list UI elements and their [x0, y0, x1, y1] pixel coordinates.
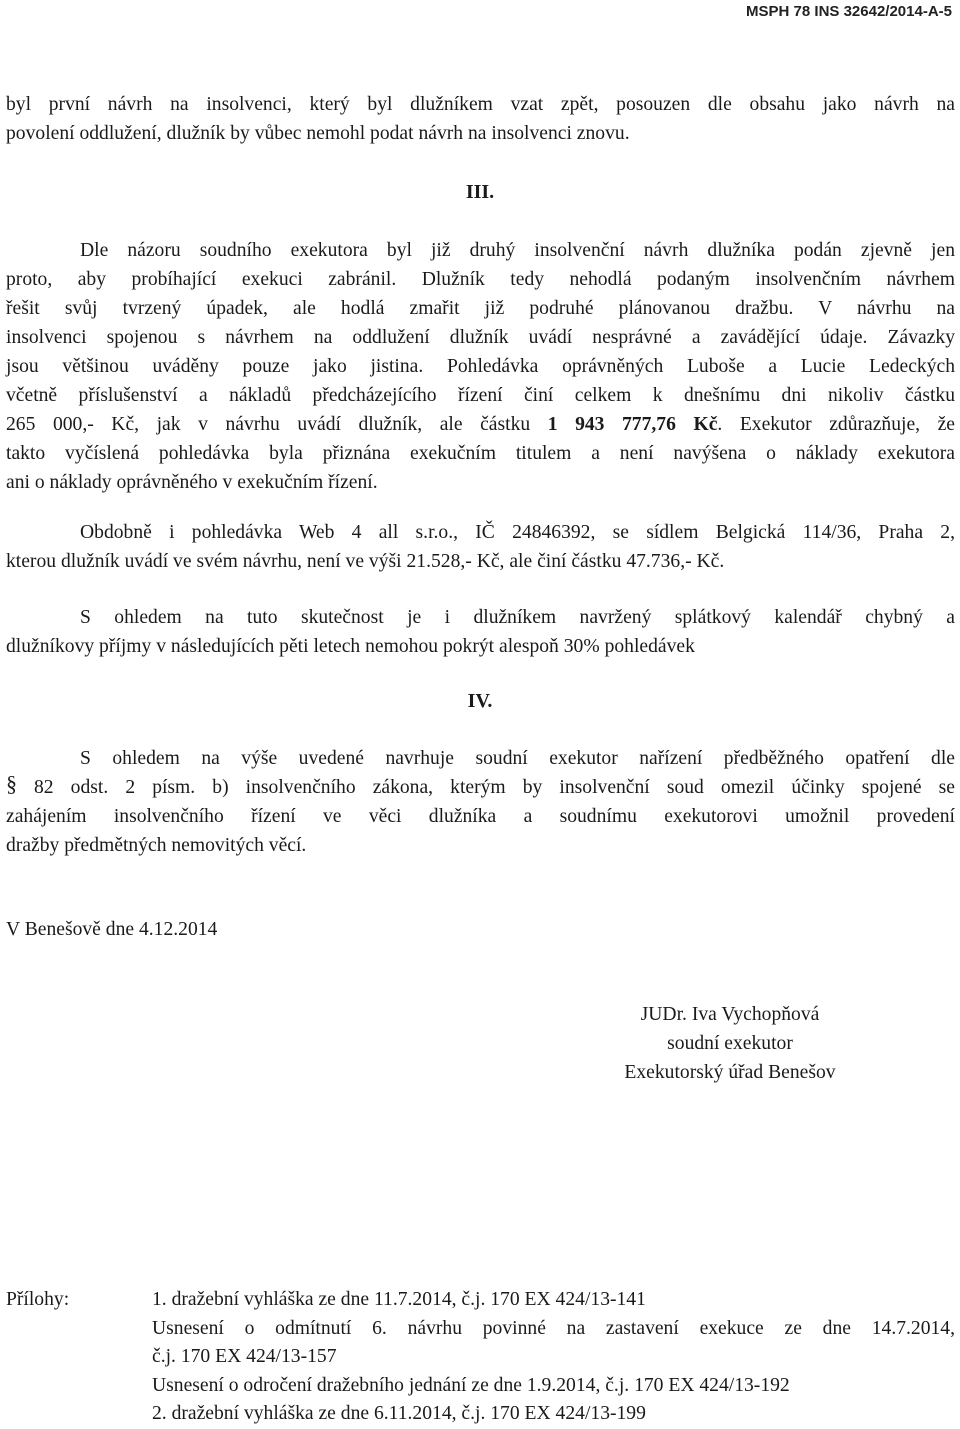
text-line: zahájením insolvenčního řízení ve věci dlužníka a soudnímu exekutorovi umožnil provedení: [6, 806, 955, 827]
signatory-name: JUDr. Iva Vychopňová: [640, 1004, 820, 1025]
text-line: ani o náklady oprávněného v exekučním řízení.: [6, 472, 378, 493]
text-line: dražby předmětných nemovitých věcí.: [6, 835, 307, 856]
attachment-item: 2. dražební vyhláška ze dne 6.11.2014, č.j. 170 EX 424/13-199: [152, 1403, 646, 1424]
text-line: Obdobně i pohledávka Web 4 all s.r.o., IČ 24846392, se sídlem Belgická 114/36, Praha 2,: [80, 522, 955, 543]
attachment-item: 1. dražební vyhláška ze dne 11.7.2014, č.j. 170 EX 424/13-141: [152, 1289, 646, 1310]
text-line: kterou dlužník uvádí ve svém návrhu, není ve výši 21.528,- Kč, ale činí částku 47.736,- Kč.: [6, 551, 725, 572]
document-reference: MSPH 78 INS 32642/2014-A-5: [746, 3, 952, 20]
claimed-amount: 1 943 777,76 Kč: [547, 414, 718, 435]
text-line: řešit svůj tvrzený úpadek, ale hodlá zmařit již podruhé plánovanou dražbu. V návrhu na: [6, 298, 955, 319]
attachment-item: č.j. 170 EX 424/13-157: [152, 1346, 337, 1367]
text-line-with-amount: [6, 410, 955, 439]
text-line: insolvenci spojenou s návrhem na oddlužení dlužník uvádí nesprávné a zavádějící údaje. Závazky: [6, 327, 955, 348]
text-line: Dle názoru soudního exekutora byl již druhý insolvenční návrh dlužníka podán zjevně jen: [80, 240, 955, 261]
text-line: povolení oddlužení, dlužník by vůbec nemohl podat návrh na insolvenci znovu.: [6, 123, 630, 144]
text-line: byl první návrh na insolvenci, který byl dlužníkem vzat zpět, posouzen dle obsahu jako návrh na: [6, 94, 955, 115]
text-line: S ohledem na tuto skutečnost je i dlužníkem navržený splátkový kalendář chybný a: [80, 607, 955, 628]
text-fragment: 265 000,- Kč, jak v návrhu uvádí dlužník, ale částku: [6, 414, 548, 435]
text-line: 82 odst. 2 písm. b) insolvenčního zákona, kterým by insolvenční soud omezil účinky spojené se: [34, 777, 955, 798]
text-line: S ohledem na výše uvedené navrhuje soudní exekutor nařízení předběžného opatření dle: [80, 748, 955, 769]
text-line: proto, aby probíhající exekuci zabránil. Dlužník tedy nehodlá podaným insolvenčním návrhem: [6, 269, 955, 290]
place-and-date: V Benešově dne 4.12.2014: [6, 919, 218, 940]
paragraph-iii-2: [6, 518, 955, 576]
paragraph-iii-3: [6, 603, 955, 661]
signatory-role: soudní exekutor: [667, 1033, 793, 1054]
section-symbol: §: [6, 771, 17, 796]
signatory-office: Exekutorský úřad Benešov: [624, 1062, 836, 1083]
section-heading-iii: III.: [465, 181, 495, 203]
attachment-item: Usnesení o odročení dražebního jednání ze dne 1.9.2014, č.j. 170 EX 424/13-192: [152, 1374, 790, 1396]
section-heading-iv: IV.: [467, 690, 493, 712]
signature-block: [600, 1000, 860, 1087]
text-line: jsou většinou uváděny pouze jako jistina. Pohledávka oprávněných Luboše a Lucie Ledeckých: [6, 356, 955, 377]
attachments-label: Přílohy:: [6, 1289, 70, 1310]
text-fragment: . Exekutor zdůrazňuje, že: [717, 414, 956, 435]
text-line: takto vyčíslená pohledávka byla přiznána exekučním titulem a není navýšena o náklady exekutora: [6, 443, 955, 464]
paragraph-iv: [6, 744, 955, 860]
text-line: dlužníkovy příjmy v následujících pěti letech nemohou pokrýt alespoň 30% pohledávek: [6, 636, 695, 657]
attachment-item: Usnesení o odmítnutí 6. návrhu povinné na zastavení exekuce ze dne 14.7.2014,: [152, 1317, 955, 1339]
paragraph-section-ii-end: [6, 90, 955, 148]
paragraph-iii-1: [6, 236, 955, 497]
attachments-list: [152, 1286, 955, 1429]
text-line: včetně příslušenství a nákladů předcházejícího řízení činí celkem k dnešnímu dni nikoliv částku: [6, 385, 955, 406]
